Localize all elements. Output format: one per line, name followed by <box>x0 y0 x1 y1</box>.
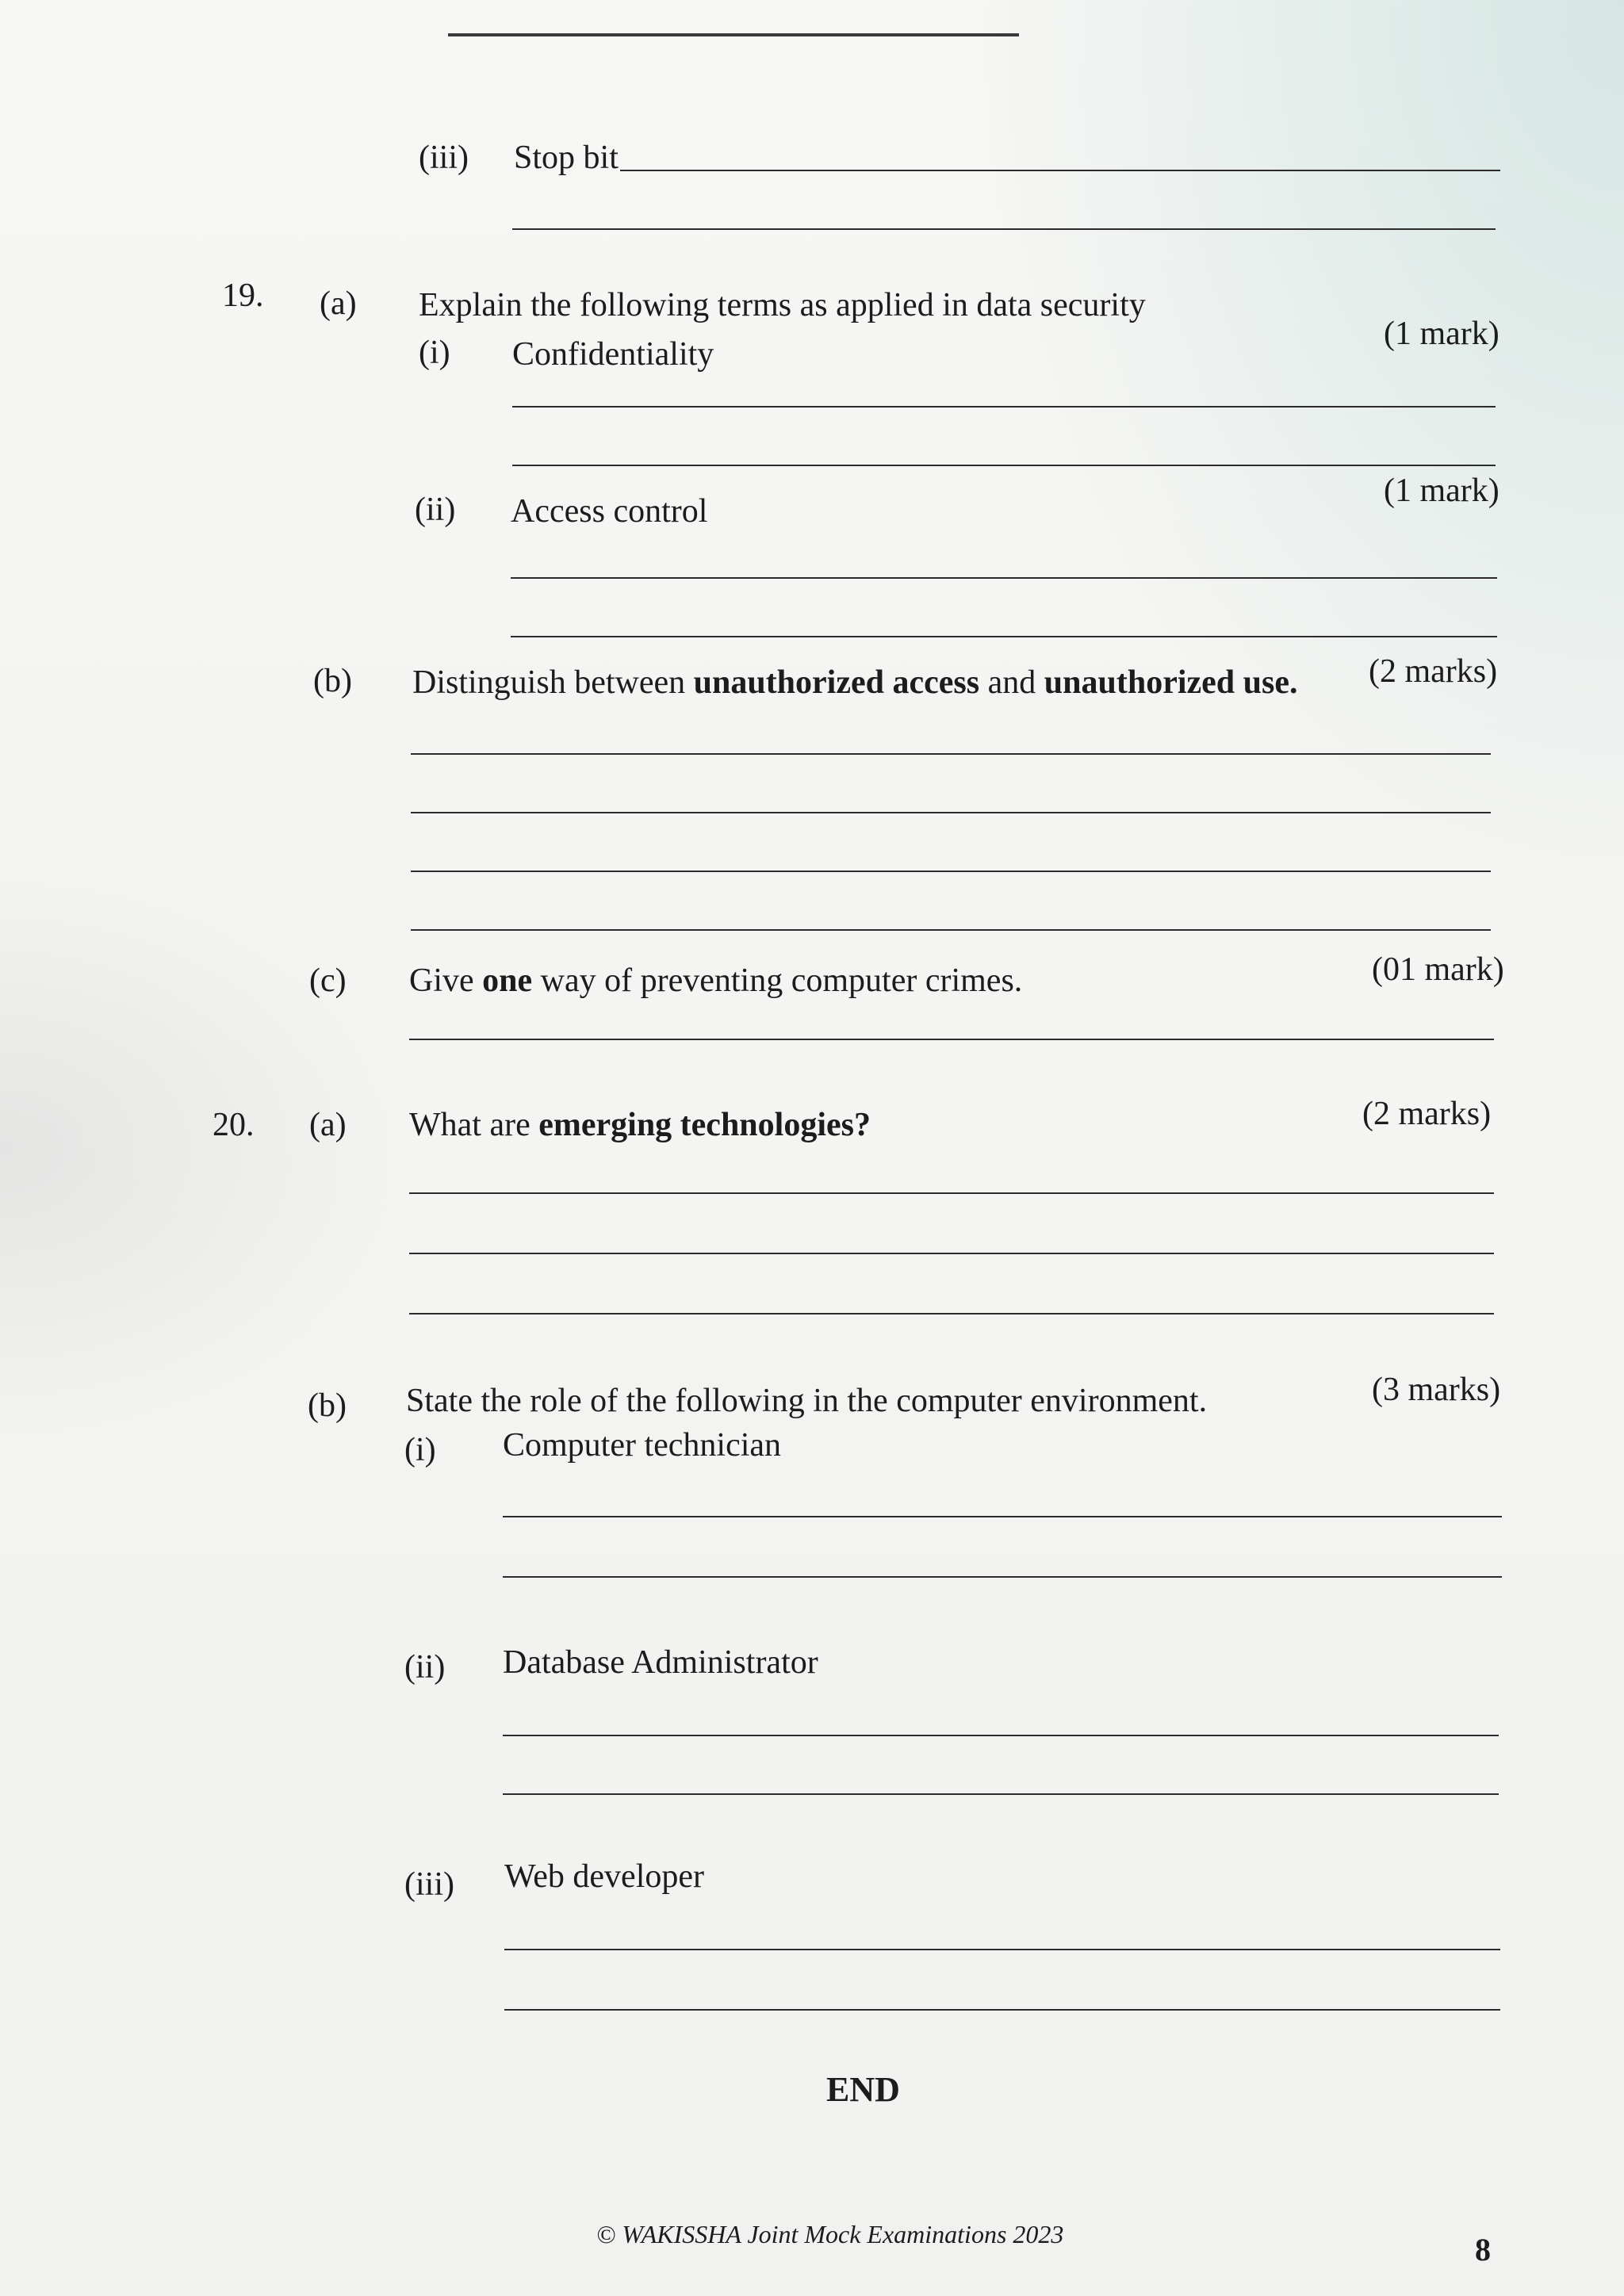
q20-b-i-label: (i) <box>404 1432 436 1468</box>
q19-c-marks: (01 mark) <box>1372 951 1504 988</box>
top-rule <box>448 33 1019 36</box>
q20-a-text: What are emerging technologies? <box>409 1107 871 1143</box>
q19-b-text: Distinguish between unauthorized access and unauthorized use. <box>412 664 1298 701</box>
q19-a-ii-marks: (1 mark) <box>1384 473 1500 509</box>
q18-iii-label: (iii) <box>419 140 469 176</box>
answer-line <box>409 1192 1494 1194</box>
answer-line <box>511 636 1497 637</box>
answer-line <box>411 812 1491 813</box>
answer-line <box>504 2009 1500 2011</box>
q20-b-label: (b) <box>308 1387 347 1424</box>
answer-line <box>512 228 1496 230</box>
answer-line <box>411 753 1491 755</box>
answer-line <box>504 1949 1500 1950</box>
q19-a-i-label: (i) <box>419 335 450 371</box>
q19-number: 19. <box>222 277 264 314</box>
q19-b-marks: (2 marks) <box>1369 653 1498 690</box>
answer-line <box>503 1516 1502 1517</box>
answer-line <box>512 406 1496 408</box>
answer-line <box>411 929 1491 931</box>
q19-a-label: (a) <box>320 285 357 322</box>
q20-b-iii-text: Web developer <box>504 1858 704 1895</box>
page-number: 8 <box>1475 2232 1491 2267</box>
answer-line <box>620 170 1500 171</box>
q20-b-marks: (3 marks) <box>1372 1372 1501 1408</box>
q20-b-i-text: Computer technician <box>503 1427 782 1464</box>
answer-line <box>409 1039 1494 1040</box>
q20-b-ii-label: (ii) <box>404 1649 446 1686</box>
q20-b-ii-text: Database Administrator <box>503 1644 818 1681</box>
q19-a-ii-label: (ii) <box>415 492 456 528</box>
q19-c-text: Give one way of preventing computer crimes. <box>409 962 1023 999</box>
q18-iii-text: Stop bit <box>514 140 619 176</box>
q19-a-i-marks: (1 mark) <box>1384 316 1500 352</box>
q20-number: 20. <box>213 1107 255 1143</box>
q19-a-i-text: Confidentiality <box>512 336 714 373</box>
end-marker: END <box>826 2070 900 2109</box>
answer-line <box>409 1313 1494 1314</box>
answer-line <box>512 465 1496 466</box>
q20-b-text: State the role of the following in the computer environment. <box>406 1383 1208 1419</box>
q20-a-label: (a) <box>309 1107 347 1143</box>
answer-line <box>503 1576 1502 1578</box>
q19-c-label: (c) <box>309 962 347 999</box>
footer-copyright: © WAKISSHA Joint Mock Examinations 2023 <box>596 2220 1064 2248</box>
q20-b-iii-label: (iii) <box>404 1866 454 1903</box>
q19-b-label: (b) <box>313 663 352 699</box>
answer-line <box>503 1793 1499 1795</box>
answer-line <box>409 1253 1494 1254</box>
q19-a-text: Explain the following terms as applied in data security <box>419 287 1146 323</box>
q19-a-ii-text: Access control <box>511 493 708 530</box>
answer-line <box>411 871 1491 872</box>
q20-a-marks: (2 marks) <box>1362 1096 1492 1132</box>
answer-line <box>511 577 1497 579</box>
answer-line <box>503 1735 1499 1736</box>
